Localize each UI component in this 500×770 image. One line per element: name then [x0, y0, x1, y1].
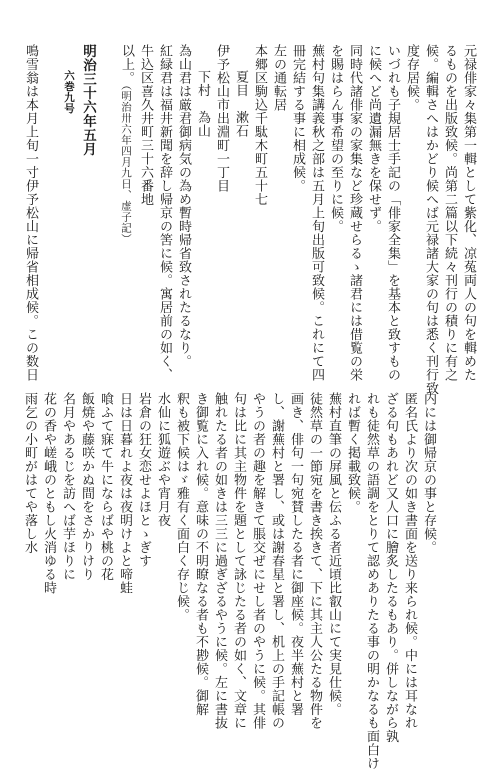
text-line: を賜はらん事希望の至りに候。 [328, 44, 343, 233]
text-line: 蕪村直筆の屏風と伝ふる者近頃比叡山にて実見仕候。 [326, 392, 341, 716]
address: 伊予松山市出淵町一丁目 [214, 44, 229, 193]
text-line: 釈も被下候はゞ雅有く面白く存じ候。 [174, 392, 189, 622]
text-line: 句は比に其主物件を題として詠じたる者の如く、文章に [231, 392, 246, 730]
address-line [193, 44, 231, 344]
text-line: 左の通転居 [271, 44, 286, 112]
closing: 以上。 [119, 44, 134, 85]
text-line: 為山君は厳君御病気の為め暫時帰省致されたるなり。 [176, 44, 191, 368]
spacer [40, 44, 59, 344]
news-line: 鳴雪翁は本月上旬一寸伊予松山に帰省相成候。この数日 [23, 44, 38, 382]
spacer [97, 44, 116, 344]
text-line: 紅緑君は福井新聞を辞し帰京の筈に候。寓居前の如く、 [157, 44, 172, 382]
moved-person-name: 夏目 漱石 [233, 70, 248, 138]
text-line: 冊完結する事に相成候。 [290, 44, 305, 193]
text-line: き御覧に入れ候。意味の不明瞭なる者も不尠候。御解 [193, 392, 208, 716]
top-text-block [21, 44, 478, 395]
haiku-line: 水仙に狐遊ぶや宵月夜 [155, 392, 170, 527]
haiku-line: 名月やあるじを訪へば芋ほりに [60, 392, 75, 581]
issue-note: 六巻九号 [63, 70, 75, 114]
haiku-line: 飯焼や藤咲かぬ間をさかりけり [79, 392, 94, 581]
address: 本郷区駒込千駄木町五十七 [252, 44, 267, 206]
moved-person-name: 下村 為山 [195, 70, 210, 138]
text-line [116, 44, 136, 344]
text-line: に候へど尚遺漏無きを保せず。 [366, 44, 381, 233]
haiku-line: 喰ふて寐て牛にならばや桃の花 [98, 392, 113, 581]
address-line [231, 44, 269, 344]
text-line: 触れたる者の如きは三三に過ぎざるやうに候。左に書抜 [212, 392, 227, 730]
text-line: し、謝蕪村と署し、或は謝春星と署し、机上の手記帳の [269, 392, 284, 730]
text-line: 牛込区喜久井町三十六番地 [138, 44, 153, 206]
text-line: 同時代諸俳家の家集など珍蔵せらるゝ諸君には借覧の栄 [347, 44, 362, 382]
text-line: 徒然草の一節宛を書き挨きて、下に其主人公たる物件を [307, 392, 322, 730]
text-line: 匿名氏より次の如き書面を送り来られ候。中には耳なれ [402, 392, 417, 730]
text-line: 元禄俳家々集第一輯として紫化、凉菟両人の句を輯めた [461, 44, 476, 382]
date-heading-text: 明治三十六年五月 [80, 44, 96, 156]
text-line: 度存居候。 [404, 44, 419, 112]
haiku-line: 雨乞の小町がはてや落し水 [22, 392, 37, 554]
text-line: 画き、俳句一句宛賛したる者に御座候。夜半蕪村と署 [288, 392, 303, 716]
text-line: ざる句もあれど又人口に膾炙したるもあり。併しながら孰 [383, 392, 398, 743]
text-line: いづれも子規居士手記の「俳家全集」を基本と致すもの [385, 44, 400, 382]
footnote: （明治卅六年四月九日、虚子記） [120, 84, 132, 245]
text-line: 蕪村句集講義秋之部は五月上旬出版可致候。これにて四 [309, 44, 324, 382]
text-line: 内には御帰京の事と存候。 [421, 392, 436, 554]
text-line: やうの者の趣を解きて脹交ぜにせし者のやうに候。其俳 [250, 392, 265, 730]
bottom-text-block [20, 392, 438, 770]
text-line: れも徒然草の語調をとりて認めありたる事の明かなるも面白け [364, 392, 379, 770]
text-line: れば暫く掲載致候。 [345, 392, 360, 514]
date-heading [59, 44, 97, 344]
haiku-line: 日は日暮れよ夜は夜明けよと啼蛙 [117, 392, 132, 595]
text-line: 候。編輯さへはかどり候へば元禄諸大家の句は悉く刊行致 [423, 44, 438, 395]
haiku-line: 岩倉の狂女恋せよほとゝぎす [136, 392, 151, 568]
haiku-line: 花の香や嵯峨のともし火消ゆる時 [41, 392, 56, 595]
text-line: るものを出版致候。尚第二篇以下続々刊行の積りに有之 [442, 44, 457, 382]
